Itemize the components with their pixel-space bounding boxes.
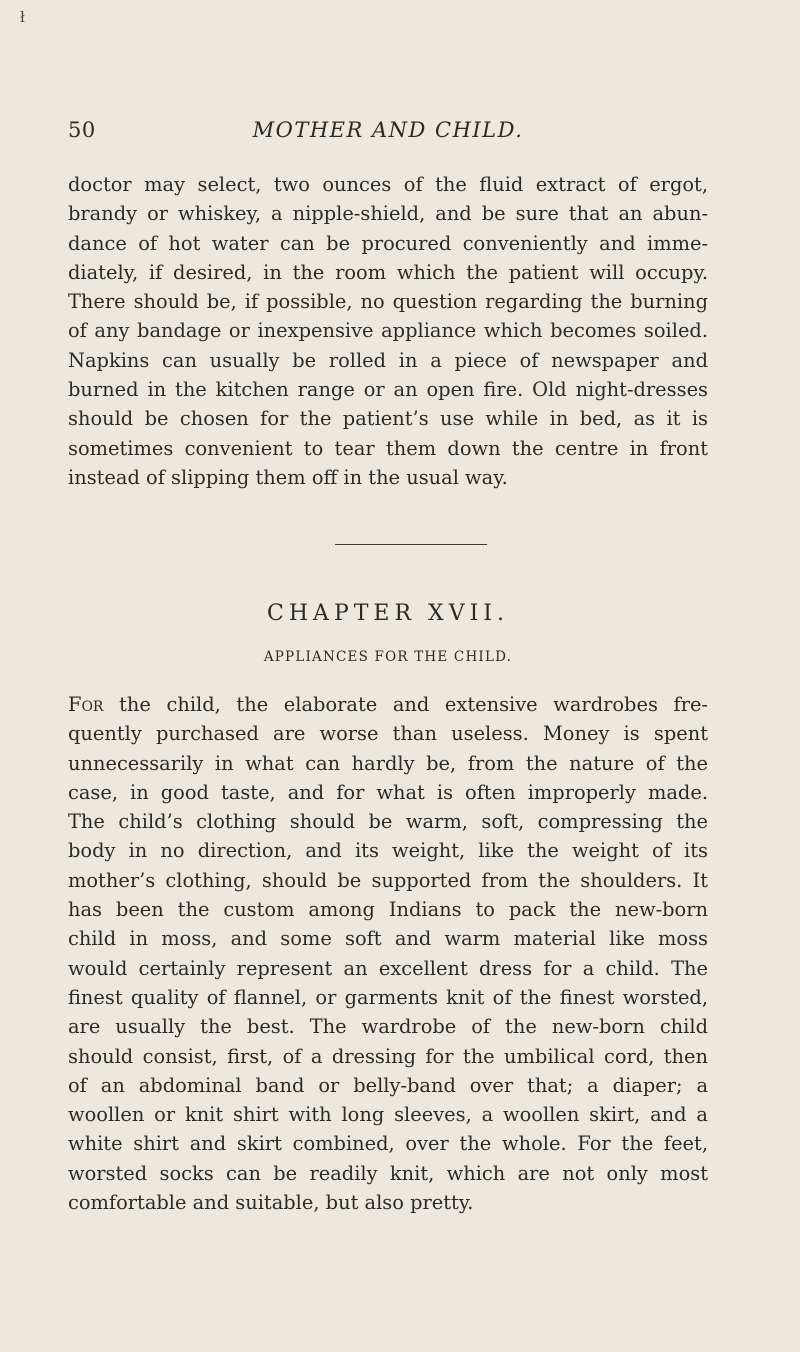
text-line: are usually the best. The wardrobe of the new-born child [68,1015,708,1039]
text-line: burned in the kitchen range or an open fire. Old night-dresses [68,378,708,402]
text-line [68,690,708,719]
text-line: sometimes convenient to tear them down the centre in front [68,436,708,460]
text-line: white shirt and skirt combined, over the whole. For the feet, [68,1132,708,1156]
text-line: unnecessarily in what can hardly be, from the nature of the [68,751,708,775]
running-head: MOTHER AND CHILD. [252,118,524,142]
section-divider [335,544,487,545]
text-line: would certainly represent an excellent dress for a child. The [68,956,708,980]
text-line: woollen or knit shirt with long sleeves, a woollen skirt, and a [68,1103,708,1127]
text-line: quently purchased are worse than useless. Money is spent [68,722,708,746]
text-line: has been the custom among Indians to pack the new-born [68,898,708,922]
chapter-title: CHAPTER XVII. [267,601,509,626]
text-fragment: the child, the elaborate and extensive wardrobes fre- [103,693,708,716]
page-number: 50 [68,118,96,142]
text-line: of any bandage or inexpensive appliance which becomes soiled. [68,319,708,343]
text-line: dance of hot water can be procured conveniently and imme- [68,231,708,255]
text-line: worsted socks can be readily knit, which are not only most [68,1161,708,1185]
text-line: diately, if desired, in the room which the patient will occupy. [68,260,708,284]
text-line: of an abdominal band or belly-band over that; a diaper; a [68,1073,708,1097]
text-line: should be chosen for the patient’s use while in bed, as it is [68,407,708,431]
text-line: doctor may select, two ounces of the fluid extract of ergot, [68,173,708,196]
text-line: should consist, first, of a dressing for the umbilical cord, then [68,1044,708,1068]
text-line: brandy or whiskey, a nipple-shield, and be sure that an abun- [68,202,708,226]
text-line: body in no direction, and its weight, like the weight of its [68,839,708,863]
text-line: The child’s clothing should be warm, soft, compressing the [68,810,708,834]
paragraph-1 [68,170,708,492]
text-line: comfortable and suitable, but also pretty. [68,1191,474,1215]
text-line: mother’s clothing, should be supported from the shoulders. It [68,868,708,892]
text-line: instead of slipping them off in the usual way. [68,465,508,489]
text-line: There should be, if possible, no question regarding the burning [68,290,708,314]
text-line: Napkins can usually be rolled in a piece of newspaper and [68,348,708,372]
text-line: child in moss, and some soft and warm material like moss [68,927,708,951]
page-header [68,118,708,148]
text-line: finest quality of flannel, or garments knit of the finest worsted, [68,985,708,1009]
paragraph-2 [68,690,708,1217]
lead-word: For [68,693,104,716]
text-line: case, in good taste, and for what is often improperly made. [68,780,708,804]
stray-ink-mark: ł [20,8,25,26]
chapter-subtitle: APPLIANCES FOR THE CHILD. [263,649,513,665]
